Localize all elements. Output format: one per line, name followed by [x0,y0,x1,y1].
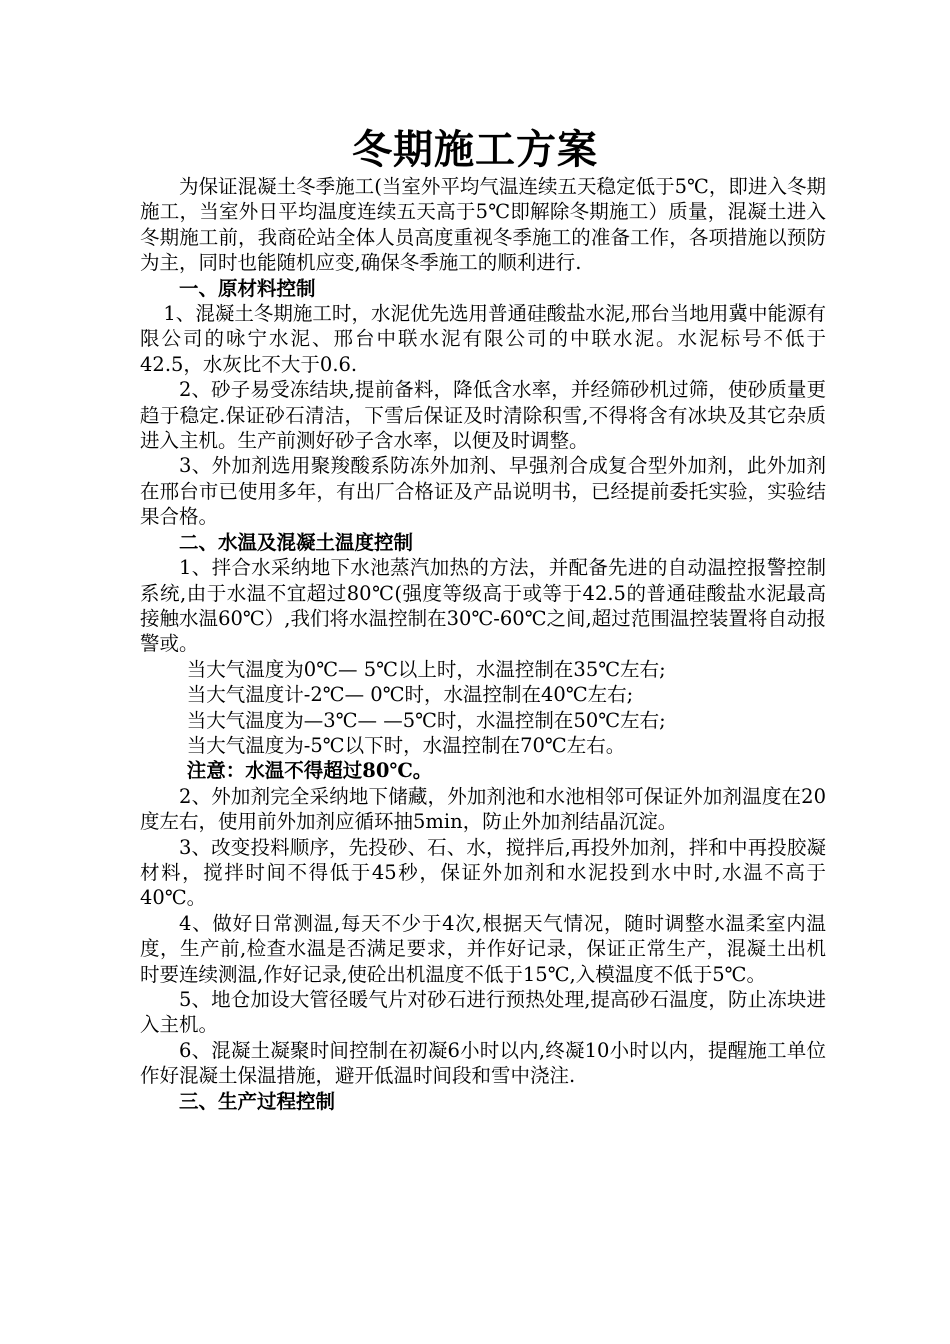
raw-materials-item-1: 1、混凝土冬期施工时，水泥优先选用普通硅酸盐水泥,邢台当地用冀中能源有限公司的咏宁水泥、邢台中联水泥有限公司的中联水泥。水泥标号不低于42.5，水灰比不大于0.6. [140,302,826,376]
temperature-control-item-3: 3、改变投料顺序，先投砂、石、水，搅拌后,再投外加剂，拌和中再投胶凝材料，搅拌时间不得低于45秒，保证外加剂和水泥投到水中时,水温不高于40℃。 [140,835,826,910]
raw-materials-item-2: 2、砂子易受冻结块,提前备料，降低含水率，并经筛砂机过筛，使砂质量更趋于稳定.保证砂石清洁，下雪后保证及时清除积雪,不得将含有冰块及其它杂质进入主机。生产前测好砂子含水率，以便及时调整。 [140,378,826,453]
intro-paragraph: 为保证混凝土冬季施工(当室外平均气温连续五天稳定低于5℃，即进入冬期施工，当室外日平均温度连续五天高于5℃即解除冬期施工）质量，混凝土进入冬期施工前，我商砼站全体人员高度重视冬季施工的准备工作，各项措施以预防为主，同时也能随机应变,确保冬季施工的顺利进行. [140,175,826,275]
temperature-control-item-5: 5、地仓加设大管径暖气片对砂石进行预热处理,提高砂石温度，防止冻块进入主机。 [140,988,826,1037]
raw-materials-item-3: 3、外加剂选用聚羧酸系防冻外加剂、早强剂合成复合型外加剂，此外加剂在邢台市已使用多年，有出厂合格证及产品说明书，已经提前委托实验，实验结果合格。 [140,454,826,529]
document-body [140,174,826,1114]
page-title: 冬期施工方案 [352,126,598,173]
temperature-control-item-2: 2、外加剂完全采纳地下储藏，外加剂池和水池相邻可保证外加剂温度在20度左右，使用前外加剂应循环抽5min，防止外加剂结晶沉淀。 [140,784,826,834]
temperature-rule-2: 当大气温度计-2℃— 0℃时，水温控制在40℃左右; [186,683,634,707]
temperature-rule-3: 当大气温度为—3℃— —5℃时，水温控制在50℃左右; [186,708,666,732]
temperature-rule-4: 当大气温度为-5℃以下时，水温控制在70℃左右。 [186,733,626,757]
temperature-rule-1: 当大气温度为0℃— 5℃以上时，水温控制在35℃左右; [186,657,666,681]
temperature-control-item-6: 6、混凝土凝聚时间控制在初凝6小时以内,终凝10小时以内，提醒施工单位作好混凝土保温措施，避开低温时间段和雪中浇注. [140,1038,826,1088]
water-temperature-note: 注意：水温不得超过80℃。 [186,759,433,783]
section-heading-temperature-control: 二、水温及混凝土温度控制 [179,530,414,554]
section-heading-raw-materials: 一、原材料控制 [179,276,316,300]
temperature-control-item-4: 4、做好日常测温,每天不少于4次,根据天气情况，随时调整水温柔室内温度，生产前,检查水温是否满足要求，并作好记录，保证正常生产，混凝土出机时要连续测温,作好记录,使砼出机温度不低于15℃,入模温度不低于5℃。 [140,911,826,986]
temperature-control-item-1: 1、拌合水采纳地下水池蒸汽加热的方法，并配备先进的自动温控报警控制系统,由于水温不宜超过80℃(强度等级高于或等于42.5的普通硅酸盐水泥最高接触水温60℃）,我们将水温控制在30℃-60℃之间,超过范围温控装置将自动报警或。 [140,556,826,656]
section-heading-production-control: 三、生产过程控制 [179,1089,336,1113]
